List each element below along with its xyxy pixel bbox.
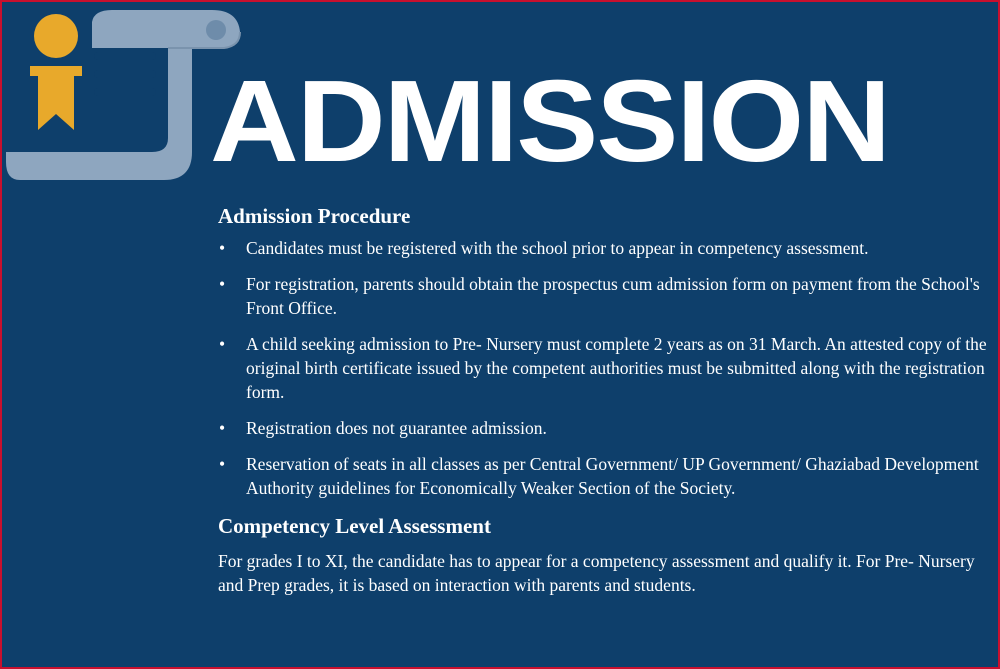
list-item: • Reservation of seats in all classes as per Central Government/ UP Government/ Ghaziabad Development Authority guidelines for Economically Weaker Section of the Society. [218,452,988,500]
content-body [218,204,988,597]
section-heading: Competency Level Assessment [218,514,491,538]
list-item: • For registration, parents should obtain the prospectus cum admission form on payment from the School's Front Office. [218,272,988,320]
list-item: • Registration does not guarantee admission. [218,416,988,440]
procedure-list [218,236,988,500]
assessment-paragraph: For grades I to XI, the candidate has to appear for a competency assessment and qualify it. For Pre- Nursery and Prep grades, it is based on interaction with parents and students. [218,551,975,595]
section-heading: Admission Procedure [218,204,411,228]
list-item: • Candidates must be registered with the school prior to appear in competency assessment. [218,236,988,260]
page-title: ADMISSION [210,57,890,187]
list-item: • A child seeking admission to Pre- Nursery must complete 2 years as on 31 March. An attested copy of the original birth certificate issued by the competent authorities must be submitted along with the registration form. [218,332,988,404]
